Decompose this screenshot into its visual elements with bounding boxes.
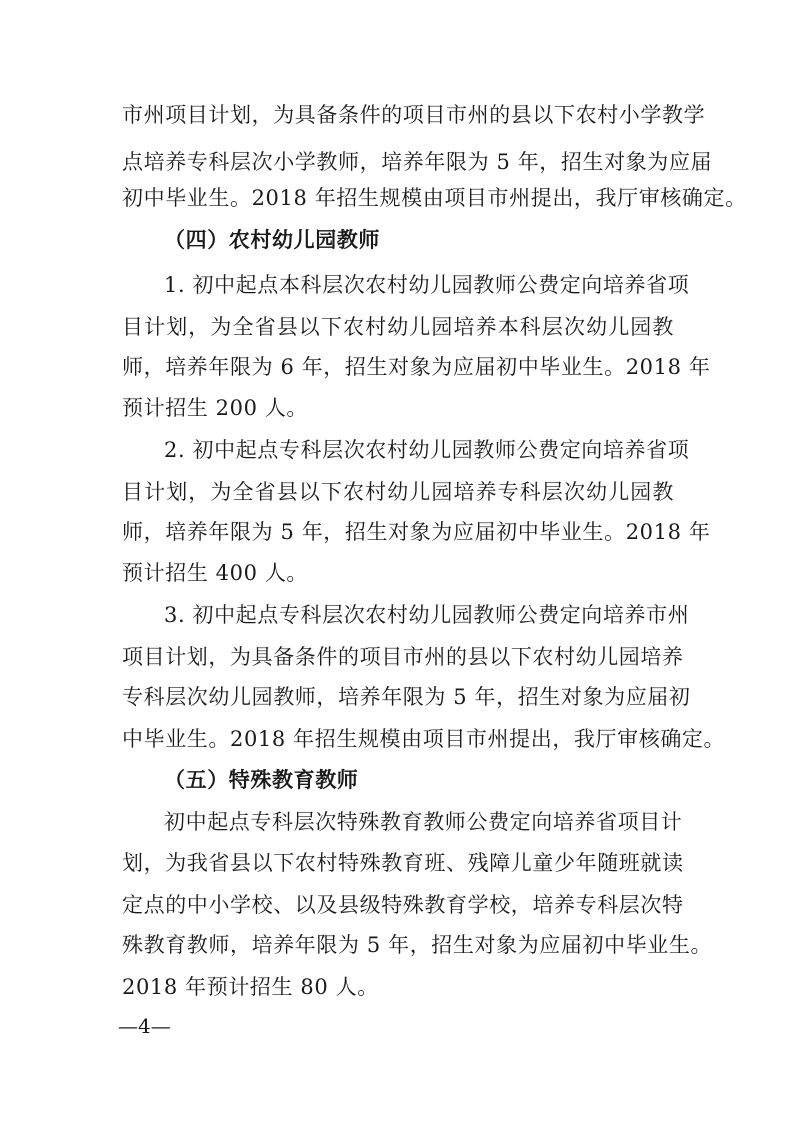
paragraph-line: 预计招生 400 人。 [122,561,309,585]
paragraph-line: 中毕业生。2018 年招生规模由项目市州提出，我厅审核确定。 [122,727,726,751]
paragraph-line: 3. 初中起点专科层次农村幼儿园教师公费定向培养市州 [164,603,690,627]
paragraph-line: 定点的中小学校、以及县级特殊教育学校，培养专科层次特 [122,893,684,917]
paragraph-line: 市州项目计划，为具备条件的项目市州的县以下农村小学教学 [122,103,706,127]
section-heading-rural-kindergarten: （四）农村幼儿园教师 [164,227,380,252]
paragraph-line: 师，培养年限为 5 年，招生对象为应届初中毕业生。2018 年 [122,520,711,544]
paragraph-line: 殊教育教师，培养年限为 5 年，招生对象为应届初中毕业生。 [122,933,713,957]
paragraph-line: 1. 初中起点本科层次农村幼儿园教师公费定向培养省项 [164,273,690,297]
paragraph-line: 专科层次幼儿园教师，培养年限为 5 年，招生对象为应届初 [122,685,691,709]
paragraph-line: 初中毕业生。2018 年招生规模由项目市州提出，我厅审核确定。 [122,186,747,210]
paragraph-line: 预计招生 200 人。 [122,396,309,420]
paragraph-line: 2. 初中起点专科层次农村幼儿园教师公费定向培养省项 [164,438,690,462]
paragraph-line: 目计划，为全省县以下农村幼儿园培养专科层次幼儿园教 [122,480,674,504]
paragraph-line: 目计划，为全省县以下农村幼儿园培养本科层次幼儿园教 [122,315,674,339]
section-heading-special-education: （五）特殊教育教师 [164,767,359,792]
paragraph-line: 点培养专科层次小学教师，培养年限为 5 年，招生对象为应届 [122,150,713,174]
paragraph-line: 2018 年预计招生 80 人。 [122,975,379,999]
paragraph-line: 师，培养年限为 6 年，招生对象为应届初中毕业生。2018 年 [122,355,711,379]
paragraph-line: 初中起点专科层次特殊教育教师公费定向培养省项目计 [164,810,683,834]
paragraph-line: 项目计划，为具备条件的项目市州的县以下农村幼儿园培养 [122,645,684,669]
page-number: —4— [118,1014,171,1038]
paragraph-line: 划，为我省县以下农村特殊教育班、残障儿童少年随班就读 [122,851,684,875]
